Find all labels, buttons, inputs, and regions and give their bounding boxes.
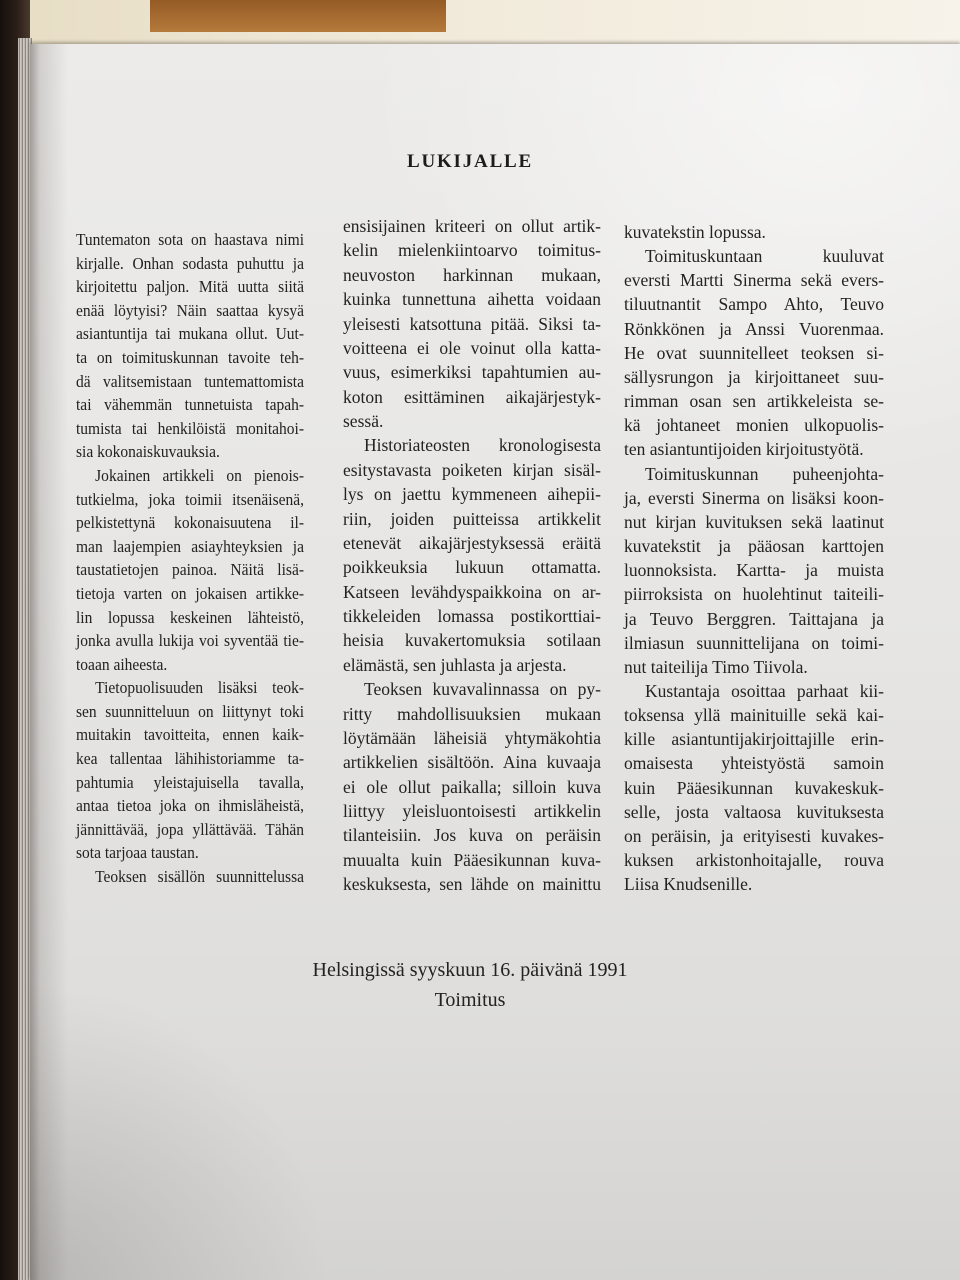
text-line: tietoja varten on jokaisen artikke- [76,583,304,603]
text-line: kuvatekstit ja pääosan karttojen [624,536,884,557]
text-line: toaan aiheesta. [76,654,168,674]
paragraph [624,244,884,461]
text-line: ritty mahdollisuuksien mukaan [343,703,601,724]
paragraph [76,228,304,464]
paragraph [343,214,601,433]
text-column-3 [624,220,884,896]
text-line: enää löytyisi? Näin saattaa kysyä [76,300,304,320]
background-wood-panel [150,0,446,32]
text-line: ja Teuvo Berggren. Taittajana ja [624,608,884,629]
text-line: luonnoksista. Kartta- ja muista [624,560,884,581]
paragraph [624,220,884,244]
text-line: keskuksesta, sen lähde on mainittu [343,874,601,895]
text-line: sällysrungon ja kirjoittaneet suu- [624,366,884,387]
text-line: esitystavasta poiketen kirjan sisäl- [343,459,601,480]
text-line: asiantuntija tai mukana ollut. Uut- [76,324,304,344]
text-line: piirroksista on huolehtinut taiteili- [624,584,884,605]
text-line: Jokainen artikkeli on pienois- [95,465,304,485]
text-line: ten asiantuntijoiden kirjoitustyötä. [624,439,864,460]
paragraph [624,679,884,896]
page-title: LUKIJALLE [406,151,533,172]
text-line: elämästä, sen juhlasta ja arjesta. [343,654,567,675]
text-line: sia kokonaiskuvauksia. [76,442,220,462]
text-line: heisia kuvakertomuksia sotilaan [343,630,601,651]
text-line: voitteena ei ole voinut olla katta- [343,337,601,358]
text-line: kea tallentaa lähihistoriamme ta- [76,749,304,769]
text-line: pelkistettynä kokonaisuutena il- [76,513,304,533]
text-column-2 [343,214,601,897]
text-line: antaa tietoa joka on ihmisläheistä, [76,796,304,816]
text-line: etenevät aikajärjestyksessä eräitä [343,532,601,553]
text-line: Tuntematon sota on haastava nimi [76,230,304,249]
book-page [30,44,960,1280]
text-line: kelin mielenkiintoarvo toimitus- [343,240,601,261]
text-line: rimman osan sen artikkeleista se- [624,391,884,412]
text-line: tai vähemmän tunnetuista tapah- [76,395,304,415]
signature: Toimitus [434,989,506,1011]
text-line: ta on toimituskunnan tavoite teh- [76,347,304,367]
text-line: tikkeleiden lomassa postikorttiai- [343,606,601,626]
text-line: kuinka tunnettuna aihetta voidaan [343,289,601,310]
text-line: neuvoston harkinnan mukaan, [343,264,601,285]
text-line: toksensa yllä mainituille sekä kai- [624,705,884,726]
text-line: muualta kuin Pääesikunnan kuva- [343,849,601,870]
text-line: Toimituskuntaan kuuluvat [645,246,884,267]
text-line: lys on jaettu kymmeneen aihepii- [343,484,601,505]
paragraph [343,677,601,896]
text-line: sen suunnitteluun on liittynyt toki [76,701,304,721]
text-line: kä johtaneet monien ulkopuolis- [624,415,884,436]
text-line: Tietopuolisuuden lisäksi teok- [95,678,304,698]
text-line: ensisijainen kriteeri on ollut artik- [343,216,601,236]
text-line: man laajempien asiayhteyksien ja [76,536,304,556]
text-line: Rönkkönen ja Anssi Vuorenmaa. [624,318,884,339]
text-line: Teoksen sisällön suunnittelussa [95,867,304,887]
text-line: nut taiteilija Timo Tiivola. [624,656,808,677]
text-line: Historiateosten kronologisesta [364,435,601,456]
text-line: tumista tai henkilöistä monitahoi- [76,418,304,438]
text-line: tilanteisiin. Jos kuva on peräisin [343,825,601,846]
text-line: tutkielma, joka toimii itsenäisenä, [76,489,304,509]
text-line: Liisa Knudsenille. [624,874,753,895]
text-line: kuksen arkistonhoitajalle, rouva [624,850,884,871]
text-line: dä valitsemistaan tuntemattomista [76,371,304,391]
text-line: tiluutnantit Sampo Ahto, Teuvo [624,294,884,315]
text-line: on peräisin, ja erityisesti kuvakes- [624,825,884,846]
text-line: liittyy yleisluontoisesti artikkelin [343,801,601,821]
text-line: pahtumia yleistajuisella tavalla, [76,772,304,792]
text-line: Teoksen kuvavalinnassa on py- [364,679,601,700]
paragraph [624,462,884,679]
text-line: eversti Martti Sinerma sekä evers- [624,270,884,291]
text-line: löytämään läheisiä yhtymäkohtia [343,727,601,748]
text-line: ei ole ollut paikalla; silloin kuva [343,776,601,797]
text-line: ilmiasun suunnittelijana on toimi- [624,632,884,653]
text-line: yleisesti katsottuna pitää. Siksi ta- [343,313,601,334]
text-line: taustatietojen painoa. Näitä lisä- [76,560,304,580]
place-date-line: Helsingissä syyskuun 16. päivänä 1991 [312,959,628,981]
text-line: sessä. [343,411,384,431]
text-column-1 [76,228,304,889]
text-line: He ovat suunnitelleet teoksen si- [624,342,884,363]
text-line: omaisesta yhteistyöstä samoin [624,753,884,774]
text-line: riin, joiden puitteissa artikkelit [343,508,601,529]
text-line: kille asiantuntijakirjoittajille erin- [624,729,884,750]
text-line: koton esittäminen aikajärjestyk- [343,386,601,407]
text-line: Katseen levähdyspaikkoina on ar- [343,581,601,602]
text-line: kuvatekstin lopussa. [624,222,766,242]
text-line: artikkelien sisältöön. Aina kuvaaja [343,752,601,773]
paragraph [343,433,601,677]
text-line: muitakin tavoitteita, ennen kaik- [76,725,304,745]
text-line: selle, josta valtaosa kuvituksesta [624,801,884,822]
text-line: sota tarjoaa taustan. [76,843,199,863]
text-line: nut kirjan kuvituksen sekä laatinut [624,511,884,532]
text-line: Toimituskunnan puheenjohta- [645,463,884,484]
text-line: vuus, esimerkiksi tapahtumien au- [343,362,601,383]
text-line: kuin Pääesikunnan kuvakeskuk- [624,777,884,798]
paragraph [76,865,304,889]
paragraph [76,676,304,865]
text-line: poikkeuksia lukuun ottamatta. [343,557,601,578]
text-line: lin lopussa keskeinen lähteistö, [76,607,304,627]
text-line: jonka avulla lukija voi syventää tie- [76,631,304,651]
text-line: kirjalle. Onhan sodasta puhuttu ja [76,253,304,273]
text-line: kirjoitettu paljon. Mitä uutta siitä [76,277,304,297]
text-line: ja, eversti Sinerma on lisäksi koon- [624,487,884,508]
paragraph [76,464,304,676]
text-line: jännittävää, jopa yllättävää. Tähän [76,819,304,839]
text-line: Kustantaja osoittaa parhaat kii- [645,680,884,701]
